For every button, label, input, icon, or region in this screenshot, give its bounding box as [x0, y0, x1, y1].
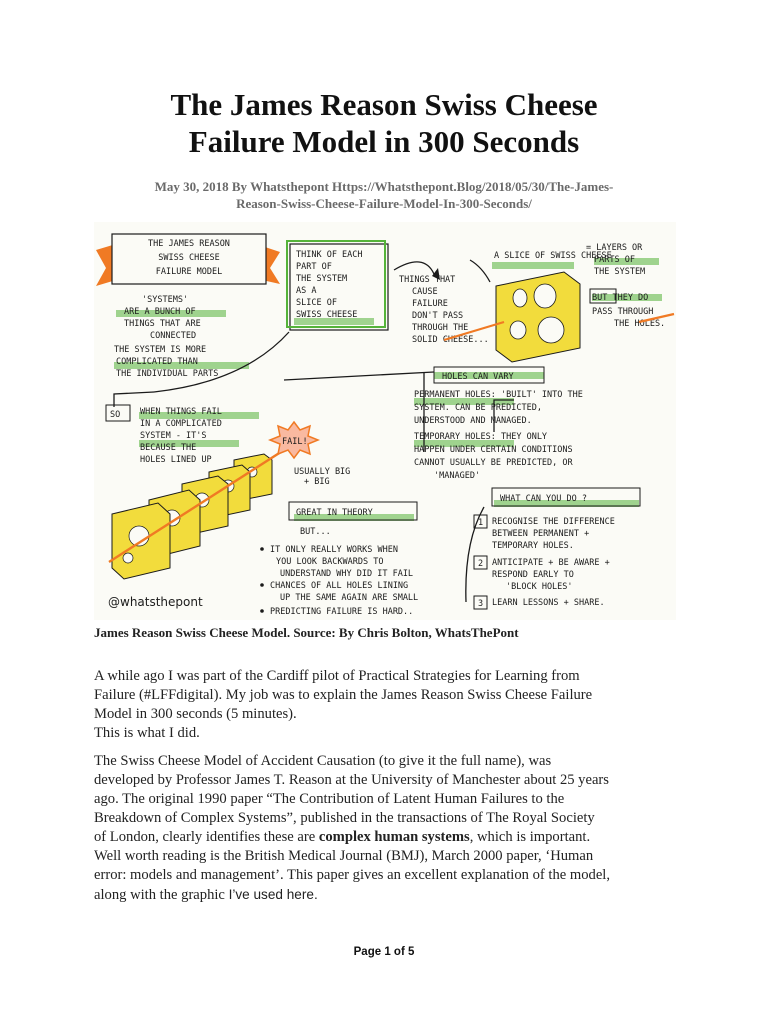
layers-line-2: PARTS OF — [594, 255, 635, 265]
complex-human-systems: complex human systems — [318, 829, 470, 845]
think-line-5: SLICE OF — [296, 298, 337, 308]
action-number-1: 1 — [478, 518, 484, 528]
but-they-line-3: THE HOLES. — [614, 319, 666, 329]
sketch-canvas — [94, 222, 676, 620]
actions-list — [474, 515, 615, 609]
when-fail-line-2: IN A COMPLICATED — [140, 419, 222, 429]
think-line-2: PART OF — [296, 262, 332, 272]
swiss-cheese-sketch — [94, 222, 676, 620]
permanent-line-1: PERMANENT HOLES: 'BUILT' INTO THE — [414, 390, 583, 400]
things-line-2: CAUSE — [412, 287, 438, 297]
fail-burst — [270, 422, 318, 458]
banner-line-3: FAILURE MODEL — [155, 267, 223, 277]
permanent-line-3: UNDERSTOOD AND MANAGED. — [414, 416, 532, 426]
but-dots-label: BUT... — [300, 527, 331, 537]
figure-caption: James Reason Swiss Cheese Model. Source: By Chris Bolton, WhatsThePont — [94, 625, 519, 640]
p1-line-1: A while ago I was part of the Cardiff pilot of Practical Strategies for Learning from — [94, 668, 580, 684]
title-line-1: The James Reason Swiss Cheese — [170, 87, 598, 122]
p2-line-4: Breakdown of Complex Systems”, published in the transactions of The Royal Society — [94, 810, 595, 826]
p2-line-5-start: of London, clearly identifies these are — [94, 829, 319, 845]
things-line-6: SOLID CHEESE... — [412, 335, 489, 345]
p2-line-6: Well worth reading is the British Medical Journal (BMJ), March 2000 paper, ‘Human — [94, 848, 594, 864]
byline-line-2: Reason-Swiss-Cheese-Failure-Model-In-300-Seconds/ — [236, 196, 532, 211]
think-line-6: SWISS CHEESE — [296, 310, 358, 320]
p2-line-1: The Swiss Cheese Model of Accident Causation (to give it the full name), was — [94, 753, 552, 769]
p1-line-2: Failure (#LFFdigital). My job was to explain the James Reason Swiss Cheese Failure — [94, 687, 593, 703]
theory-line-6: PREDICTING FAILURE IS HARD.. — [270, 607, 414, 617]
things-line-4: DON'T PASS — [412, 311, 464, 321]
what-can-label: WHAT CAN YOU DO ? — [500, 494, 587, 504]
page-number: Page 1 of 5 — [353, 946, 415, 958]
action-number-2: 2 — [478, 559, 484, 569]
usually-big-note — [294, 467, 350, 487]
permanent-line-2: SYSTEM. CAN BE PREDICTED, — [414, 403, 542, 413]
byline — [96, 178, 672, 212]
action-number-3: 3 — [478, 599, 484, 609]
holes-vary-label: HOLES CAN VARY — [442, 372, 514, 382]
systems-line-3: THINGS THAT ARE — [124, 319, 201, 329]
p2-line-3: ago. The original 1990 paper “The Contribution of Latent Human Failures to the — [94, 791, 565, 807]
action-line-5: RESPOND EARLY TO — [492, 570, 574, 580]
but-they-line-1: BUT THEY DO — [592, 293, 649, 303]
p2-line-8-end: I’ve used here. — [228, 887, 318, 902]
systems-line-2: ARE A BUNCH OF — [124, 307, 196, 317]
temporary-line-4: 'MANAGED' — [434, 471, 481, 481]
usually-big-line-1: USUALLY BIG — [294, 467, 351, 477]
theory-bullets — [260, 545, 418, 617]
when-fail-note — [140, 407, 222, 465]
temporary-note — [414, 432, 574, 481]
paragraph-2 — [94, 752, 676, 905]
p1-line-4: This is what I did. — [94, 725, 200, 741]
p2-line-8 — [94, 885, 676, 905]
banner-line-1: THE JAMES REASON — [148, 239, 230, 249]
layers-line-3: THE SYSTEM — [594, 267, 646, 277]
permanent-note — [414, 390, 583, 426]
systems-line-4: CONNECTED — [150, 331, 197, 341]
but-they-line-2: PASS THROUGH — [592, 307, 654, 317]
p2-line-5-end: , which is important. — [469, 829, 591, 845]
so-label: SO — [110, 410, 121, 420]
when-fail-line-5: HOLES LINED UP — [140, 455, 212, 465]
paragraph-1 — [94, 667, 676, 743]
fail-label: FAIL! — [282, 437, 308, 447]
title-line-2: Failure Model in 300 Seconds — [188, 124, 580, 159]
theory-line-4: CHANCES OF ALL HOLES LINING — [270, 581, 409, 591]
action-line-2: BETWEEN PERMANENT + — [492, 529, 590, 539]
banner-line-2: SWISS CHEESE — [158, 253, 220, 263]
things-note — [399, 275, 489, 345]
theory-line-3: UNDERSTAND WHY DID IT FAIL — [280, 569, 414, 579]
things-line-1: THINGS THAT — [399, 275, 456, 285]
layers-line-1: = LAYERS OR — [586, 243, 643, 253]
great-theory-label: GREAT IN THEORY — [296, 508, 373, 518]
think-line-1: THINK OF EACH — [296, 250, 363, 260]
author-handle: @whatsthepont — [108, 595, 203, 609]
p1-line-3: Model in 300 seconds (5 minutes). — [94, 706, 297, 722]
p2-line-8-start: along with the graphic — [94, 887, 229, 903]
things-line-5: THROUGH THE — [412, 323, 469, 333]
theory-line-2: YOU LOOK BACKWARDS TO — [276, 557, 384, 567]
theory-line-1: IT ONLY REALLY WORKS WHEN — [270, 545, 398, 555]
when-fail-line-1: WHEN THINGS FAIL — [140, 407, 222, 417]
action-line-6: 'BLOCK HOLES' — [506, 582, 573, 592]
document-title — [60, 86, 708, 160]
banner-ribbon — [96, 234, 280, 286]
when-fail-line-4: BECAUSE THE — [140, 443, 197, 453]
temporary-line-3: CANNOT USUALLY BE PREDICTED, OR — [414, 458, 573, 468]
things-line-3: FAILURE — [412, 299, 448, 309]
systems-line-5: THE SYSTEM IS MORE — [114, 345, 207, 355]
action-line-1: RECOGNISE THE DIFFERENCE — [492, 517, 615, 527]
cheese-slice — [496, 272, 580, 362]
p2-line-7: error: models and management’. This paper gives an excellent explanation of the model, — [94, 867, 611, 883]
action-line-3: TEMPORARY HOLES. — [492, 541, 574, 551]
think-line-4: AS A — [296, 286, 317, 296]
action-line-4: ANTICIPATE + BE AWARE + — [492, 558, 610, 568]
p2-line-5 — [94, 828, 676, 847]
temporary-line-2: HAPPEN UNDER CERTAIN CONDITIONS — [414, 445, 573, 455]
action-line-7: LEARN LESSONS + SHARE. — [492, 598, 605, 608]
when-fail-line-3: SYSTEM - IT'S — [140, 431, 207, 441]
usually-big-line-2: + BIG — [304, 477, 330, 487]
byline-line-1: May 30, 2018 By Whatsthepont Https://Whatsthepont.Blog/2018/05/30/The-James- — [154, 179, 614, 194]
think-note — [287, 241, 388, 330]
p2-line-2: developed by Professor James T. Reason at the University of Manchester about 25 years — [94, 772, 609, 788]
temporary-line-1: TEMPORARY HOLES: THEY ONLY — [414, 432, 548, 442]
theory-line-5: UP THE SAME AGAIN ARE SMALL — [280, 593, 419, 603]
systems-line-1: 'SYSTEMS' — [142, 295, 189, 305]
slice-label: A SLICE OF SWISS CHEESE — [494, 251, 612, 261]
think-line-3: THE SYSTEM — [296, 274, 348, 284]
systems-line-7: THE INDIVIDUAL PARTS — [116, 369, 219, 379]
systems-line-6: COMPLICATED THAN — [116, 357, 198, 367]
